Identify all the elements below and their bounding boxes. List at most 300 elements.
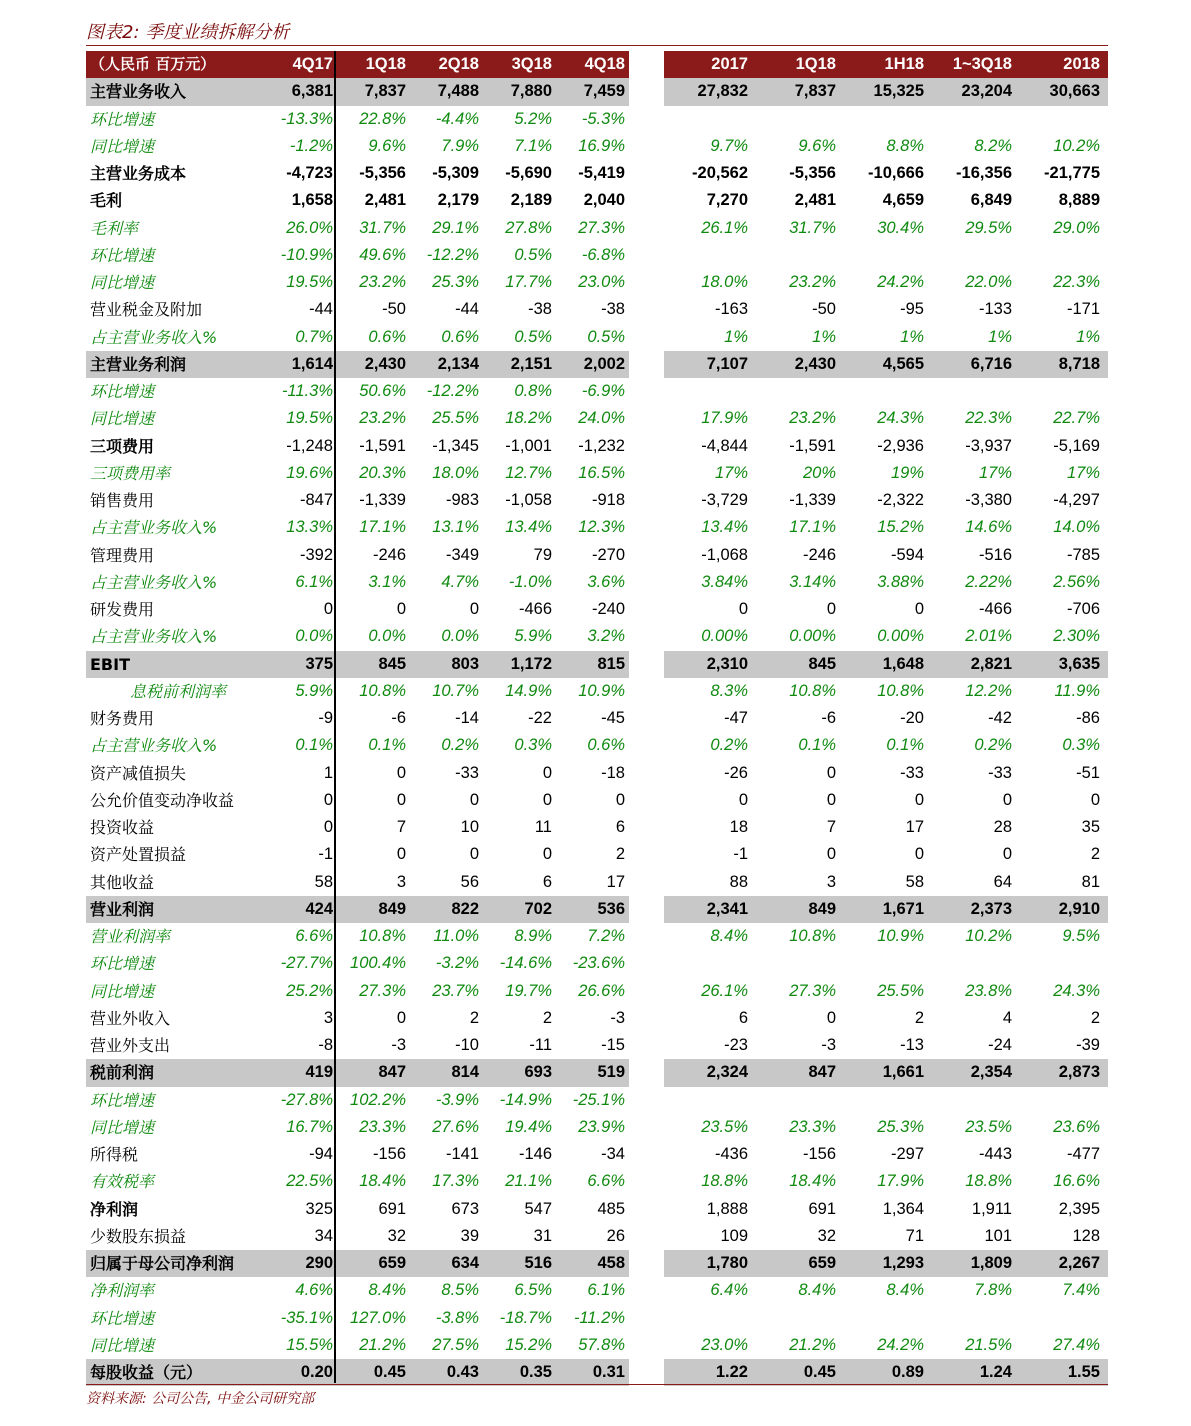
- quarter-value: 14.9%: [505, 681, 552, 700]
- quarter-value: 13.1%: [432, 518, 479, 537]
- quarter-value: 0: [542, 845, 552, 864]
- quarter-value: 7.1%: [514, 136, 552, 155]
- period-value: [842, 950, 924, 977]
- period-value: -33: [988, 763, 1012, 782]
- table-row: [86, 1196, 1108, 1223]
- quarter-value: 34: [314, 1226, 333, 1245]
- period-value: 3,635: [1058, 654, 1100, 673]
- period-value: -436: [714, 1145, 748, 1163]
- period-value: -5,356: [789, 164, 836, 182]
- period-value: 9.6%: [798, 136, 836, 155]
- period-value: 2: [1090, 845, 1100, 864]
- table-row: [86, 1141, 1108, 1168]
- period-value: 23.8%: [965, 981, 1012, 1000]
- quarter-value: 6,381: [291, 82, 333, 101]
- period-value: 15,325: [873, 82, 924, 101]
- period-value: -516: [978, 545, 1012, 564]
- table-row: [86, 1359, 1108, 1386]
- period-value: -42: [988, 709, 1012, 727]
- table-row: [86, 487, 1108, 514]
- row-label: 资产处置损益: [90, 845, 187, 865]
- row-label: 销售费用: [90, 491, 155, 510]
- quarter-value: 0: [469, 790, 479, 809]
- period-value: -466: [978, 600, 1012, 618]
- quarter-value: -5,419: [578, 164, 625, 182]
- quarter-value: 58: [314, 872, 333, 891]
- quarter-value: 847: [378, 1063, 406, 1082]
- quarter-value: 693: [524, 1063, 552, 1082]
- period-value: 7,270: [706, 191, 748, 210]
- quarter-value: -3.9%: [435, 1090, 479, 1109]
- period-value: 1.22: [715, 1363, 748, 1381]
- quarter-value: 0.5%: [514, 245, 552, 264]
- header-quarter: 1Q18: [365, 55, 406, 73]
- quarter-value: -8: [318, 1036, 333, 1054]
- period-value: 2,910: [1058, 899, 1100, 918]
- quarter-value: 0.5%: [514, 327, 552, 346]
- quarter-value: 3.1%: [368, 572, 406, 591]
- period-value: 0.89: [891, 1363, 924, 1381]
- period-value: 0.00%: [789, 627, 836, 646]
- period-value: -95: [900, 300, 924, 319]
- quarter-value: 6.6%: [295, 927, 333, 945]
- quarter-value: 2: [615, 845, 625, 864]
- quarter-value: 49.6%: [359, 245, 406, 264]
- period-value: 27,832: [697, 82, 748, 101]
- period-value: -50: [812, 300, 836, 319]
- period-value: 2,341: [706, 899, 748, 918]
- quarter-value: -38: [528, 300, 552, 319]
- period-value: 4,565: [882, 354, 924, 373]
- quarter-value: 0: [396, 790, 406, 809]
- period-value: 0: [826, 790, 836, 809]
- quarter-value: 56: [460, 872, 479, 891]
- quarter-value: 814: [451, 1063, 479, 1082]
- period-value: 845: [808, 654, 836, 673]
- period-value: 3.14%: [789, 572, 836, 591]
- period-value: 8.4%: [798, 1281, 836, 1300]
- quarter-value: 15.2%: [505, 1335, 552, 1354]
- quarter-value: 0.8%: [514, 382, 552, 400]
- row-label: 环比增速: [90, 954, 155, 974]
- quarter-value: 0.43: [446, 1363, 479, 1381]
- period-value: 1%: [900, 327, 924, 346]
- period-value: -1,591: [789, 436, 836, 455]
- period-value: 24.3%: [877, 409, 924, 428]
- quarter-value: 6: [615, 818, 625, 836]
- period-value: -13: [900, 1036, 924, 1054]
- quarter-value: 0: [542, 790, 552, 809]
- period-value: 2,395: [1058, 1199, 1100, 1218]
- table-row: [86, 433, 1108, 460]
- table-row: [86, 1277, 1108, 1304]
- period-value: -86: [1076, 709, 1100, 727]
- row-label: 环比增速: [90, 1090, 155, 1110]
- quarter-value: 23.2%: [359, 273, 406, 291]
- quarter-value: 127.0%: [350, 1308, 406, 1327]
- period-value: 4,659: [882, 191, 924, 210]
- quarter-value: -27.7%: [280, 954, 333, 973]
- row-label: 三项费用率: [90, 463, 171, 483]
- period-value: 7: [826, 818, 836, 836]
- table-row: [86, 596, 1108, 623]
- period-value: 22.7%: [1053, 409, 1100, 428]
- period-value: 0: [1090, 790, 1100, 809]
- period-value: 24.2%: [877, 273, 924, 291]
- period-value: 0: [826, 845, 836, 864]
- period-value: -39: [1076, 1036, 1100, 1054]
- period-value: 17.1%: [789, 518, 836, 537]
- period-value: 9.5%: [1062, 927, 1100, 945]
- row-label: 主营业务成本: [90, 164, 187, 183]
- row-label: 营业外支出: [90, 1036, 171, 1055]
- row-label: 主营业务利润: [90, 354, 187, 374]
- period-value: 24.3%: [1053, 981, 1100, 1000]
- period-value: 847: [808, 1063, 836, 1082]
- quarter-value: 4.7%: [441, 572, 479, 591]
- header-quarter: 4Q18: [584, 55, 625, 73]
- period-value: 8.2%: [974, 136, 1012, 155]
- period-value: [754, 1305, 836, 1332]
- period-value: -23: [724, 1036, 748, 1054]
- table-row: [86, 106, 1108, 133]
- quarter-value: 547: [524, 1199, 552, 1218]
- period-value: 25.5%: [877, 981, 924, 1000]
- quarter-value: 27.3%: [359, 981, 406, 1000]
- period-value: -1,068: [701, 545, 748, 564]
- quarter-value: 815: [597, 654, 625, 673]
- row-label: 管理费用: [90, 545, 155, 565]
- row-label: 同比增速: [90, 273, 155, 292]
- period-value: 6,716: [970, 354, 1012, 373]
- column-divider: [334, 51, 336, 1383]
- period-value: -706: [1066, 600, 1100, 618]
- period-value: [666, 950, 748, 977]
- quarter-value: -4.4%: [435, 109, 479, 128]
- quarter-value: 57.8%: [578, 1335, 625, 1354]
- quarter-value: 5.9%: [295, 681, 333, 700]
- quarter-value: 2,040: [583, 191, 625, 210]
- header-quarter: 2Q18: [438, 55, 479, 73]
- quarter-value: -14: [455, 709, 479, 727]
- row-label: 同比增速: [90, 1335, 155, 1355]
- quarter-value: -11.3%: [281, 382, 333, 400]
- row-label: 营业利润: [90, 899, 155, 919]
- row-label: 毛利: [90, 191, 123, 211]
- quarter-value: -141: [445, 1145, 479, 1163]
- period-value: 0: [738, 600, 748, 618]
- quarter-value: 0: [469, 845, 479, 864]
- quarter-value: 24.0%: [578, 409, 625, 428]
- period-value: 0.3%: [1062, 736, 1100, 755]
- period-value: 26.1%: [701, 218, 748, 237]
- period-value: -51: [1076, 763, 1100, 782]
- table-row: [86, 187, 1108, 214]
- period-value: -26: [724, 763, 748, 782]
- period-value: -1,339: [789, 491, 836, 509]
- period-value: -33: [900, 763, 924, 782]
- quarter-value: -14.9%: [499, 1090, 552, 1109]
- quarter-value: 31: [533, 1226, 552, 1245]
- period-value: 0.2%: [974, 736, 1012, 755]
- table-row: [86, 1005, 1108, 1032]
- period-value: 1,809: [970, 1254, 1012, 1272]
- quarter-value: -12.2%: [426, 382, 479, 400]
- quarter-value: 536: [597, 899, 625, 918]
- quarter-value: 0: [323, 818, 333, 836]
- period-value: -297: [890, 1145, 924, 1163]
- period-value: 2,430: [794, 354, 836, 373]
- period-value: 2: [1090, 1008, 1100, 1027]
- quarter-value: -3: [391, 1036, 406, 1054]
- quarterly-results-table: [86, 51, 1108, 1386]
- period-value: -21,775: [1044, 164, 1100, 182]
- quarter-value: 0: [469, 600, 479, 618]
- period-value: [842, 1305, 924, 1332]
- row-label: 环比增速: [90, 109, 155, 129]
- period-value: 0.1%: [798, 736, 836, 755]
- period-value: 1,661: [882, 1063, 924, 1082]
- header-unit-label: （人民币 百万元）: [90, 55, 216, 73]
- quarter-value: 849: [378, 899, 406, 918]
- quarter-value: 23.0%: [578, 273, 625, 291]
- period-value: 3: [826, 872, 836, 891]
- period-value: 2.22%: [965, 572, 1012, 591]
- period-value: -246: [802, 545, 836, 564]
- quarter-value: 1: [323, 763, 333, 782]
- quarter-value: 2: [469, 1008, 479, 1027]
- row-label: 占主营业务收入%: [90, 327, 218, 347]
- quarter-value: 18.4%: [359, 1172, 406, 1191]
- period-value: [754, 1087, 836, 1114]
- quarter-value: 0.31: [592, 1363, 625, 1381]
- period-value: 27.4%: [1053, 1335, 1100, 1354]
- table-row: [86, 1305, 1108, 1332]
- period-value: 128: [1072, 1226, 1100, 1245]
- table-row: [86, 1114, 1108, 1141]
- period-value: [1018, 1087, 1100, 1114]
- period-value: 25.3%: [877, 1117, 924, 1136]
- quarter-value: 3.2%: [587, 627, 625, 646]
- quarter-value: -35.1%: [280, 1308, 333, 1327]
- quarter-value: 0: [396, 1008, 406, 1027]
- row-label: 所得税: [90, 1145, 139, 1164]
- quarter-value: 290: [305, 1254, 333, 1272]
- quarter-value: -240: [591, 600, 625, 618]
- quarter-value: -270: [591, 545, 625, 564]
- period-value: [842, 1087, 924, 1114]
- quarter-value: -847: [299, 491, 333, 509]
- table-row: [86, 160, 1108, 187]
- source-note: 资料来源: 公司公告, 中金公司研究部: [86, 1391, 315, 1407]
- period-value: 2,481: [794, 191, 836, 210]
- quarter-value: 424: [305, 899, 333, 918]
- period-value: 1,911: [971, 1199, 1012, 1218]
- period-value: 21.5%: [965, 1335, 1012, 1354]
- row-label: 同比增速: [90, 1117, 155, 1137]
- period-value: 8.3%: [710, 681, 748, 700]
- quarter-value: 13.3%: [286, 518, 333, 537]
- period-value: -3: [821, 1036, 836, 1054]
- quarter-value: 2,002: [583, 354, 625, 373]
- period-value: [666, 378, 748, 405]
- period-value: [930, 950, 1012, 977]
- quarter-value: 2,189: [510, 191, 552, 210]
- period-value: 2.01%: [965, 627, 1012, 646]
- period-value: 17.9%: [701, 409, 748, 428]
- row-label: 投资收益: [90, 818, 155, 837]
- row-label: 其他收益: [90, 872, 155, 892]
- quarter-value: -44: [309, 300, 333, 319]
- header-period: 2017: [711, 55, 748, 73]
- period-value: 2,310: [706, 654, 748, 673]
- period-value: 9.7%: [710, 136, 748, 155]
- period-value: 18: [729, 818, 748, 836]
- period-value: 0: [826, 600, 836, 618]
- table-row: [86, 242, 1108, 269]
- period-value: [754, 242, 836, 269]
- quarter-value: -392: [299, 545, 333, 564]
- period-value: 14.0%: [1053, 518, 1100, 537]
- quarter-value: -4,723: [286, 164, 333, 182]
- period-value: 71: [905, 1226, 924, 1245]
- quarter-value: 19.5%: [286, 409, 333, 428]
- period-value: 6,849: [970, 191, 1012, 210]
- period-value: 10.8%: [877, 681, 924, 700]
- period-value: 23,204: [961, 82, 1012, 101]
- quarter-value: 3.6%: [587, 572, 625, 591]
- row-label: 营业外收入: [90, 1008, 171, 1028]
- row-label: 同比增速: [90, 136, 155, 156]
- quarter-value: 659: [378, 1254, 406, 1272]
- quarter-value: -349: [445, 545, 479, 564]
- quarter-value: 519: [597, 1063, 625, 1082]
- period-value: 6.4%: [710, 1281, 748, 1300]
- table-row: [86, 378, 1108, 405]
- period-value: 17%: [1066, 463, 1100, 482]
- quarter-value: 6: [542, 872, 552, 891]
- quarter-value: -1,345: [432, 436, 479, 455]
- quarter-value: 19.7%: [505, 981, 552, 1000]
- table-row: [86, 351, 1108, 378]
- quarter-value: 458: [597, 1254, 625, 1272]
- period-value: [1018, 378, 1100, 405]
- period-value: 23.2%: [789, 409, 836, 428]
- quarter-value: 25.2%: [286, 981, 333, 1000]
- row-label: 占主营业务收入%: [90, 627, 218, 647]
- table-row: [86, 760, 1108, 787]
- period-value: 1%: [988, 327, 1012, 346]
- quarter-value: 5.2%: [514, 109, 552, 128]
- quarter-value: 3: [323, 1008, 333, 1027]
- period-value: -5,169: [1053, 436, 1100, 455]
- quarter-value: 803: [451, 654, 479, 673]
- period-value: 0: [1002, 845, 1012, 864]
- table-row: [86, 869, 1108, 896]
- period-value: [1018, 106, 1100, 133]
- quarter-value: 2,179: [437, 191, 479, 210]
- period-value: -16,356: [956, 164, 1012, 182]
- quarter-value: -27.8%: [280, 1090, 333, 1109]
- quarter-value: 10.8%: [359, 681, 406, 700]
- period-value: [930, 1305, 1012, 1332]
- table-row: [86, 787, 1108, 814]
- quarter-value: 6.5%: [514, 1281, 552, 1300]
- table-row: [86, 1223, 1108, 1250]
- period-value: 2.30%: [1053, 627, 1100, 646]
- period-value: -4,844: [701, 436, 748, 455]
- quarter-value: 634: [451, 1254, 479, 1272]
- quarter-value: -3: [610, 1008, 625, 1027]
- period-value: 22.0%: [965, 273, 1012, 291]
- quarter-value: -6.9%: [581, 382, 625, 400]
- period-value: [754, 378, 836, 405]
- table-row: [86, 1168, 1108, 1195]
- period-value: 2,821: [970, 654, 1012, 673]
- quarter-value: 419: [305, 1063, 333, 1082]
- quarter-value: 27.3%: [578, 218, 625, 237]
- period-value: 2,373: [970, 899, 1012, 918]
- quarter-value: 2,481: [364, 191, 406, 210]
- period-value: 7,837: [794, 82, 836, 101]
- period-value: 1.55: [1067, 1363, 1100, 1381]
- quarter-value: -18: [601, 763, 625, 782]
- quarter-value: 20.3%: [359, 463, 406, 482]
- quarter-value: -1,001: [505, 436, 552, 455]
- quarter-value: -25.1%: [572, 1090, 625, 1109]
- period-value: 0: [738, 790, 748, 809]
- quarter-value: 16.5%: [578, 463, 625, 482]
- table-row: [86, 814, 1108, 841]
- row-label: 每股收益（元）: [90, 1363, 203, 1382]
- quarter-value: 0.0%: [295, 627, 333, 646]
- table-row: [86, 1059, 1108, 1086]
- quarter-value: 39: [460, 1226, 479, 1245]
- period-value: -156: [802, 1145, 836, 1163]
- quarter-value: 19.6%: [286, 463, 333, 482]
- quarter-value: 0: [542, 763, 552, 782]
- quarter-value: 0.0%: [441, 627, 479, 646]
- quarter-value: 0.3%: [514, 736, 552, 755]
- quarter-value: 26: [606, 1226, 625, 1245]
- period-value: 28: [993, 818, 1012, 836]
- quarter-value: 0.1%: [368, 736, 406, 755]
- period-value: [666, 106, 748, 133]
- period-value: 109: [720, 1226, 748, 1245]
- row-label: 息税前利润率: [130, 681, 227, 701]
- quarter-value: 16.7%: [286, 1117, 333, 1136]
- quarter-value: 7.2%: [587, 927, 625, 945]
- quarter-value: 27.5%: [432, 1335, 479, 1354]
- quarter-value: 21.2%: [359, 1335, 406, 1354]
- quarter-value: -50: [382, 300, 406, 319]
- period-value: [666, 242, 748, 269]
- quarter-value: 6.1%: [295, 572, 333, 591]
- quarter-value: -1,058: [505, 491, 552, 509]
- period-value: 0.45: [803, 1363, 836, 1381]
- quarter-value: 0.45: [373, 1363, 406, 1381]
- quarter-value: 26.0%: [286, 218, 333, 237]
- quarter-value: -1.2%: [289, 136, 333, 155]
- period-value: 12.2%: [965, 681, 1012, 700]
- quarter-value: -12.2%: [426, 245, 479, 264]
- period-value: 16.6%: [1053, 1172, 1100, 1191]
- quarter-value: -1,232: [578, 436, 625, 455]
- period-value: 0: [826, 763, 836, 782]
- period-value: 2,267: [1058, 1254, 1100, 1272]
- period-value: -171: [1066, 300, 1100, 319]
- row-label: 环比增速: [90, 245, 155, 265]
